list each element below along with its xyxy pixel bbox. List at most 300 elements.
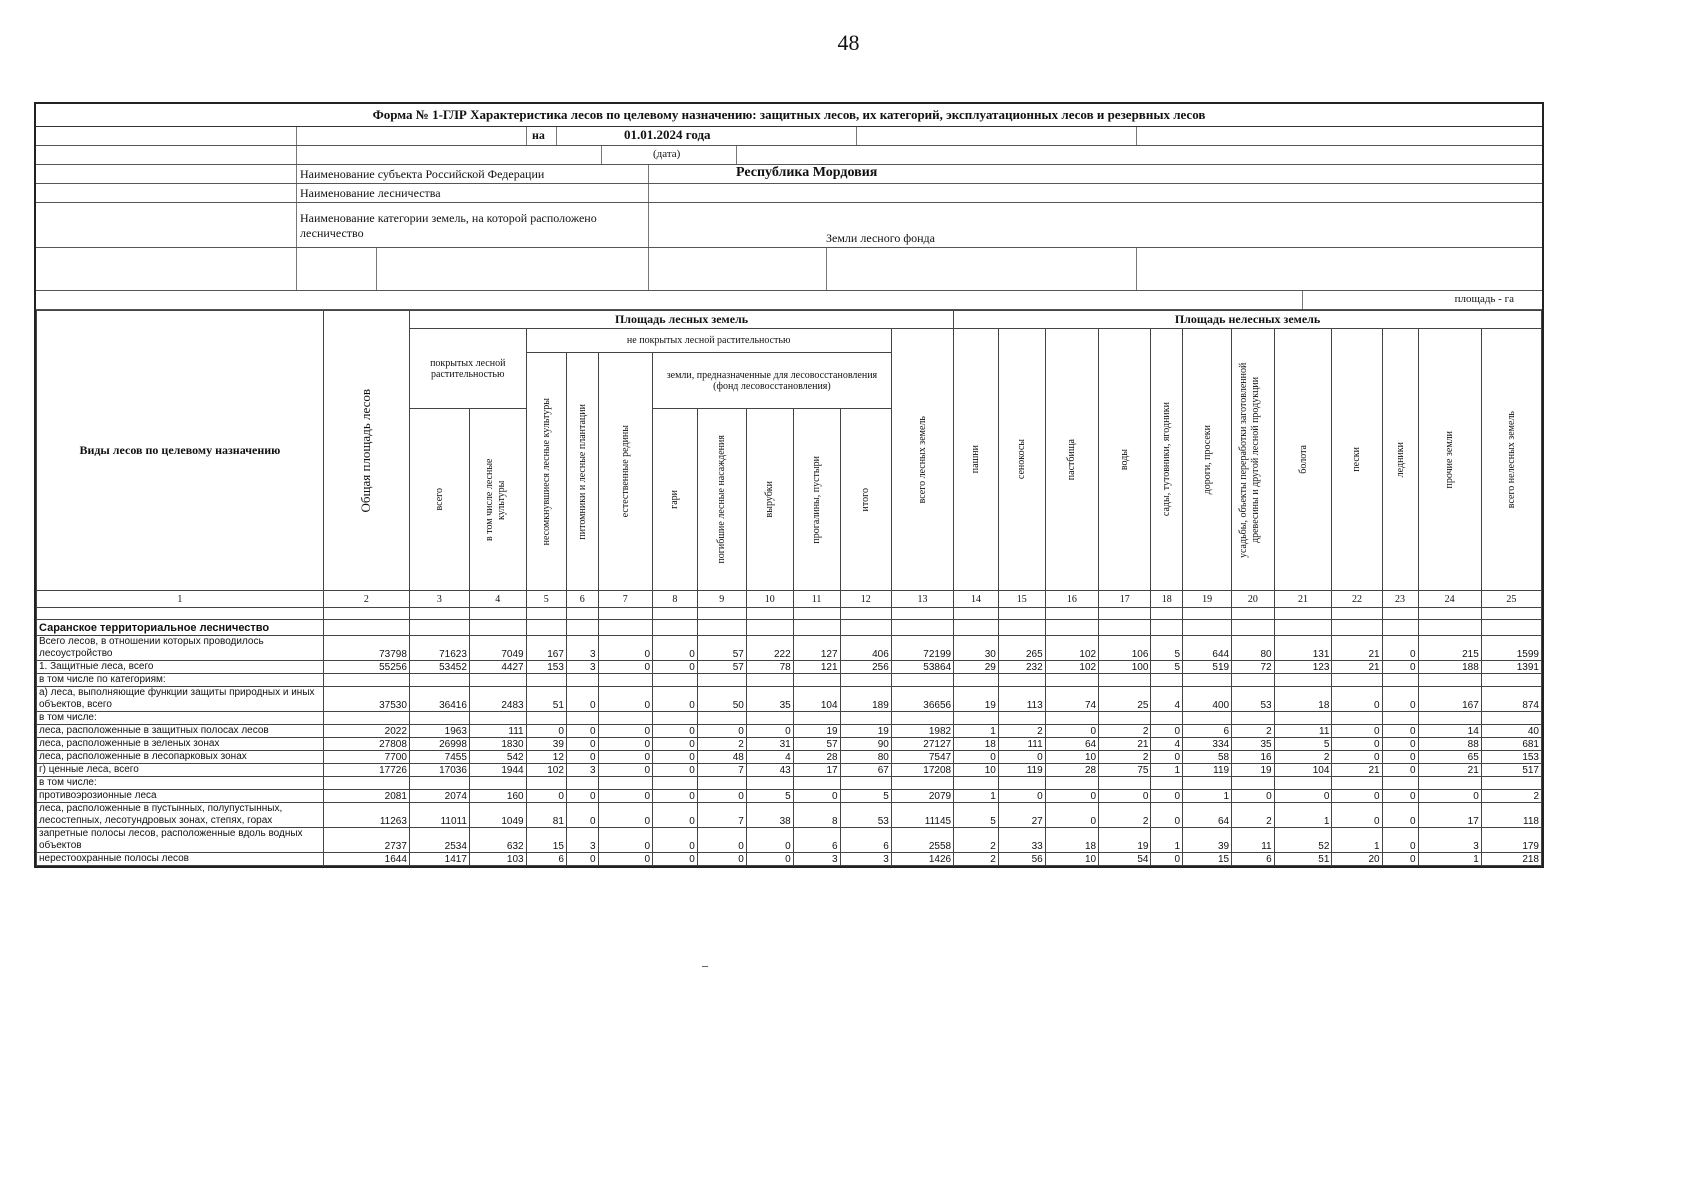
- table-cell: 51: [1274, 853, 1332, 866]
- header-c9: погибшие лесные насаждения: [697, 409, 746, 591]
- table-cell: 72199: [891, 636, 953, 661]
- table-cell: 2: [1099, 725, 1151, 738]
- header-covered: покрытых лесной растительностью: [409, 329, 526, 409]
- header-c25: всего нелесных земель: [1481, 329, 1541, 591]
- table-cell: 0: [1382, 725, 1418, 738]
- table-cell: 0: [697, 725, 746, 738]
- table-cell: 0: [653, 853, 698, 866]
- column-number: 25: [1481, 591, 1541, 608]
- table-cell: 102: [526, 764, 566, 777]
- table-cell: 0: [598, 853, 653, 866]
- header-c13: всего лесных земель: [891, 329, 953, 591]
- table-cell: 3: [566, 636, 598, 661]
- column-number: 10: [746, 591, 793, 608]
- table-cell: [891, 712, 953, 725]
- row-label: противоэрозионные леса: [37, 790, 324, 803]
- table-cell: 1963: [409, 725, 469, 738]
- table-cell: 0: [1382, 764, 1418, 777]
- table-cell: 17208: [891, 764, 953, 777]
- table-cell: 17036: [409, 764, 469, 777]
- table-cell: 25: [1099, 687, 1151, 712]
- table-cell: [469, 674, 526, 687]
- header-c17: воды: [1099, 329, 1151, 591]
- table-cell: [998, 712, 1045, 725]
- column-number: 19: [1183, 591, 1232, 608]
- table-cell: 26998: [409, 738, 469, 751]
- table-cell: 2: [1274, 751, 1332, 764]
- table-row: [37, 790, 1542, 803]
- header-c19: дороги, просеки: [1183, 329, 1232, 591]
- table-cell: 2483: [469, 687, 526, 712]
- table-cell: 102: [1045, 636, 1098, 661]
- table-cell: 1: [1151, 764, 1183, 777]
- table-cell: 19: [1232, 764, 1275, 777]
- table-cell: 11145: [891, 803, 953, 828]
- table-cell: 12: [526, 751, 566, 764]
- land-category-value: Земли лесного фонда: [826, 231, 935, 245]
- table-cell: 21: [1418, 764, 1481, 777]
- table-cell: 1: [954, 725, 999, 738]
- table-cell: 19: [793, 725, 840, 738]
- section-title: Саранское территориальное лесничество: [37, 620, 324, 636]
- table-cell: [840, 777, 891, 790]
- table-cell: [323, 777, 409, 790]
- table-cell: 39: [1183, 828, 1232, 853]
- table-cell: 64: [1045, 738, 1098, 751]
- table-cell: [1332, 674, 1382, 687]
- table-cell: [1382, 674, 1418, 687]
- table-cell: [1151, 674, 1183, 687]
- row-label: леса, расположенные в защитных полосах лесов: [37, 725, 324, 738]
- table-cell: 80: [1232, 636, 1275, 661]
- table-cell: 55256: [323, 661, 409, 674]
- table-cell: 7: [697, 803, 746, 828]
- table-cell: 218: [1481, 853, 1541, 866]
- table-cell: 153: [526, 661, 566, 674]
- header-total-area: Общая площадь лесов: [323, 311, 409, 591]
- table-cell: 519: [1183, 661, 1232, 674]
- table-cell: 406: [840, 636, 891, 661]
- header-c4: в том числе лесные культуры: [469, 409, 526, 591]
- column-number: 22: [1332, 591, 1382, 608]
- column-number: 1: [37, 591, 324, 608]
- table-cell: 0: [1382, 738, 1418, 751]
- table-cell: 0: [1332, 725, 1382, 738]
- table-cell: 0: [746, 725, 793, 738]
- table-cell: [954, 674, 999, 687]
- table-cell: [566, 674, 598, 687]
- table-cell: 20: [1332, 853, 1382, 866]
- table-cell: 11011: [409, 803, 469, 828]
- table-cell: [1183, 674, 1232, 687]
- table-cell: 0: [566, 738, 598, 751]
- table-cell: 21: [1332, 636, 1382, 661]
- table-cell: 0: [598, 738, 653, 751]
- table-cell: 36656: [891, 687, 953, 712]
- table-cell: 0: [653, 790, 698, 803]
- table-cell: 0: [746, 853, 793, 866]
- table-cell: 1391: [1481, 661, 1541, 674]
- table-cell: 111: [998, 738, 1045, 751]
- table-cell: [840, 674, 891, 687]
- header-c12: итого: [840, 409, 891, 591]
- row-label: запретные полосы лесов, расположенные вдоль водных объектов: [37, 828, 324, 853]
- header-c7: естественные редины: [598, 353, 653, 591]
- table-cell: [566, 712, 598, 725]
- date-caption: (дата): [653, 148, 681, 160]
- table-row: [37, 828, 1542, 853]
- table-cell: 40: [1481, 725, 1541, 738]
- table-cell: 57: [697, 636, 746, 661]
- table-cell: 0: [1382, 790, 1418, 803]
- table-cell: 17: [1418, 803, 1481, 828]
- table-cell: 27808: [323, 738, 409, 751]
- table-cell: [1418, 674, 1481, 687]
- header-types: Виды лесов по целевому назначению: [37, 311, 324, 591]
- table-cell: 2: [697, 738, 746, 751]
- table-cell: [1481, 674, 1541, 687]
- table-cell: 681: [1481, 738, 1541, 751]
- table-cell: 0: [793, 790, 840, 803]
- table-row: [37, 777, 1542, 790]
- form-1-glr: [34, 102, 1544, 868]
- table-cell: 0: [954, 751, 999, 764]
- column-number: 17: [1099, 591, 1151, 608]
- table-cell: 0: [1332, 687, 1382, 712]
- table-cell: 0: [566, 751, 598, 764]
- table-cell: 14: [1418, 725, 1481, 738]
- table-cell: 0: [598, 751, 653, 764]
- table-cell: 30: [954, 636, 999, 661]
- table-cell: 189: [840, 687, 891, 712]
- table-cell: [1382, 777, 1418, 790]
- table-cell: [1418, 712, 1481, 725]
- table-cell: 0: [598, 687, 653, 712]
- table-cell: 52: [1274, 828, 1332, 853]
- table-cell: 0: [653, 764, 698, 777]
- header-c6: питомники и лесные плантации: [566, 353, 598, 591]
- table-cell: 2022: [323, 725, 409, 738]
- table-cell: 6: [1183, 725, 1232, 738]
- table-cell: [409, 674, 469, 687]
- table-cell: 102: [1045, 661, 1098, 674]
- table-cell: 29: [954, 661, 999, 674]
- column-number: 9: [697, 591, 746, 608]
- table-cell: 51: [526, 687, 566, 712]
- table-cell: 106: [1099, 636, 1151, 661]
- table-cell: 0: [1382, 853, 1418, 866]
- table-cell: [323, 712, 409, 725]
- table-cell: 0: [1382, 636, 1418, 661]
- table-cell: 0: [1232, 790, 1275, 803]
- table-cell: 0: [697, 828, 746, 853]
- table-cell: [1274, 674, 1332, 687]
- table-cell: 127: [793, 636, 840, 661]
- unit-label: площадь - га: [1454, 293, 1514, 305]
- table-cell: [653, 712, 698, 725]
- table-cell: 1: [1183, 790, 1232, 803]
- table-cell: 1: [1418, 853, 1481, 866]
- table-cell: 53864: [891, 661, 953, 674]
- header-nonforest-lands: Площадь нелесных земель: [954, 311, 1542, 329]
- table-cell: 2079: [891, 790, 953, 803]
- table-cell: 0: [1332, 751, 1382, 764]
- row-label: нерестоохранные полосы лесов: [37, 853, 324, 866]
- table-cell: 10: [1045, 853, 1098, 866]
- table-cell: 57: [793, 738, 840, 751]
- table-cell: 19: [954, 687, 999, 712]
- table-cell: [323, 674, 409, 687]
- table-row: [37, 764, 1542, 777]
- table-cell: 39: [526, 738, 566, 751]
- table-cell: 5: [954, 803, 999, 828]
- table-cell: [954, 712, 999, 725]
- table-cell: 232: [998, 661, 1045, 674]
- table-cell: [697, 712, 746, 725]
- table-cell: 7547: [891, 751, 953, 764]
- column-number: 21: [1274, 591, 1332, 608]
- header-c15: сенокосы: [998, 329, 1045, 591]
- table-cell: [697, 674, 746, 687]
- table-cell: 2534: [409, 828, 469, 853]
- table-cell: [793, 712, 840, 725]
- table-cell: [1418, 777, 1481, 790]
- table-cell: 21: [1332, 764, 1382, 777]
- header-c21: болота: [1274, 329, 1332, 591]
- table-cell: 0: [1045, 803, 1098, 828]
- blank-row: [36, 248, 1542, 291]
- land-category-row: [36, 203, 1542, 248]
- table-cell: [409, 712, 469, 725]
- header-c3: всего: [409, 409, 469, 591]
- table-cell: 0: [1418, 790, 1481, 803]
- table-cell: [746, 777, 793, 790]
- table-cell: 6: [1232, 853, 1275, 866]
- table-cell: 57: [697, 661, 746, 674]
- table-cell: [653, 777, 698, 790]
- table-cell: 33: [998, 828, 1045, 853]
- column-number: 11: [793, 591, 840, 608]
- table-cell: 179: [1481, 828, 1541, 853]
- table-cell: [409, 777, 469, 790]
- unit-row: [36, 291, 1542, 310]
- table-cell: 0: [1382, 751, 1418, 764]
- table-cell: 2081: [323, 790, 409, 803]
- table-cell: 104: [1274, 764, 1332, 777]
- table-cell: 874: [1481, 687, 1541, 712]
- table-cell: [1481, 777, 1541, 790]
- table-cell: 265: [998, 636, 1045, 661]
- table-cell: 0: [598, 803, 653, 828]
- scan-mark: [702, 966, 708, 967]
- table-cell: 1: [1151, 828, 1183, 853]
- table-cell: 103: [469, 853, 526, 866]
- table-cell: 542: [469, 751, 526, 764]
- header-c24: прочие земли: [1418, 329, 1481, 591]
- table-cell: 0: [598, 828, 653, 853]
- table-cell: 0: [998, 790, 1045, 803]
- table-cell: 67: [840, 764, 891, 777]
- row-label: в том числе:: [37, 712, 324, 725]
- table-cell: 36416: [409, 687, 469, 712]
- table-cell: 75: [1099, 764, 1151, 777]
- table-row: [37, 712, 1542, 725]
- table-cell: 0: [653, 687, 698, 712]
- table-cell: 0: [566, 725, 598, 738]
- table-cell: 2: [1099, 803, 1151, 828]
- table-row: [37, 803, 1542, 828]
- table-cell: 0: [697, 853, 746, 866]
- column-number: 5: [526, 591, 566, 608]
- row-label: 1. Защитные леса, всего: [37, 661, 324, 674]
- table-cell: [1332, 712, 1382, 725]
- table-row: [37, 636, 1542, 661]
- table-cell: 27127: [891, 738, 953, 751]
- table-cell: 3: [566, 828, 598, 853]
- table-cell: [526, 777, 566, 790]
- date-row: [36, 127, 1542, 146]
- table-cell: 28: [1045, 764, 1098, 777]
- subject-value: Республика Мордовия: [736, 165, 878, 180]
- table-cell: 2737: [323, 828, 409, 853]
- row-label: г) ценные леса, всего: [37, 764, 324, 777]
- subject-row: [36, 165, 1542, 184]
- header-c8: гари: [653, 409, 698, 591]
- row-label: Всего лесов, в отношении которых проводилось лесоустройство: [37, 636, 324, 661]
- table-cell: [1045, 674, 1098, 687]
- table-cell: [1274, 712, 1332, 725]
- column-number-row: [37, 591, 1542, 608]
- table-cell: 167: [1418, 687, 1481, 712]
- table-cell: 0: [526, 725, 566, 738]
- table-cell: 2: [1232, 803, 1275, 828]
- table-cell: 3: [566, 764, 598, 777]
- table-cell: 4: [1151, 687, 1183, 712]
- header-c5: несомкнувшиеся лесные культуры: [526, 353, 566, 591]
- table-cell: 0: [1151, 751, 1183, 764]
- table-cell: 19: [1099, 828, 1151, 853]
- column-number: 18: [1151, 591, 1183, 608]
- table-cell: 7700: [323, 751, 409, 764]
- page-number: 48: [837, 30, 860, 55]
- column-number: 2: [323, 591, 409, 608]
- table-cell: 21: [1099, 738, 1151, 751]
- table-cell: 2074: [409, 790, 469, 803]
- header-c14: пашни: [954, 329, 999, 591]
- table-cell: 5: [840, 790, 891, 803]
- table-cell: 6: [840, 828, 891, 853]
- table-cell: 48: [697, 751, 746, 764]
- table-cell: 123: [1274, 661, 1332, 674]
- table-cell: 0: [1274, 790, 1332, 803]
- row-label: в том числе по категориям:: [37, 674, 324, 687]
- table-cell: [1151, 777, 1183, 790]
- table-cell: [998, 777, 1045, 790]
- header-c16: пастбища: [1045, 329, 1098, 591]
- table-cell: 131: [1274, 636, 1332, 661]
- table-cell: 18: [1045, 828, 1098, 853]
- table-cell: [1232, 674, 1275, 687]
- row-label: а) леса, выполняющие функции защиты природных и иных объектов, всего: [37, 687, 324, 712]
- table-cell: 0: [998, 751, 1045, 764]
- table-cell: 0: [566, 790, 598, 803]
- table-cell: 18: [1274, 687, 1332, 712]
- table-cell: 215: [1418, 636, 1481, 661]
- table-cell: 28: [793, 751, 840, 764]
- table-cell: 5: [1274, 738, 1332, 751]
- table-cell: 78: [746, 661, 793, 674]
- table-cell: [1332, 777, 1382, 790]
- date-prefix: на: [532, 128, 545, 142]
- table-cell: 3: [793, 853, 840, 866]
- table-cell: 4: [746, 751, 793, 764]
- row-label: леса, расположенные в пустынных, полупустынных, лесостепных, лесотундровых зонах, степях, горах: [37, 803, 324, 828]
- table-cell: 111: [469, 725, 526, 738]
- table-cell: 64: [1183, 803, 1232, 828]
- table-cell: 10: [1045, 751, 1098, 764]
- table-cell: 2558: [891, 828, 953, 853]
- table-cell: 1: [1332, 828, 1382, 853]
- column-number: 6: [566, 591, 598, 608]
- table-cell: 21: [1332, 661, 1382, 674]
- table-cell: 56: [998, 853, 1045, 866]
- table-cell: 3: [1418, 828, 1481, 853]
- table-cell: 2: [1099, 751, 1151, 764]
- column-number: 14: [954, 591, 999, 608]
- table-cell: 0: [653, 725, 698, 738]
- table-cell: 0: [1045, 790, 1098, 803]
- table-cell: 7: [697, 764, 746, 777]
- table-cell: [891, 777, 953, 790]
- header-c11: прогалины, пустыри: [793, 409, 840, 591]
- table-cell: 0: [697, 790, 746, 803]
- table-cell: 80: [840, 751, 891, 764]
- table-cell: [526, 712, 566, 725]
- table-cell: 1: [1274, 803, 1332, 828]
- table-row: [37, 687, 1542, 712]
- table-cell: 2: [1481, 790, 1541, 803]
- table-cell: 38: [746, 803, 793, 828]
- table-cell: 0: [598, 661, 653, 674]
- table-cell: 15: [526, 828, 566, 853]
- table-cell: 73798: [323, 636, 409, 661]
- table-cell: 7455: [409, 751, 469, 764]
- spacer-row: [37, 608, 1542, 620]
- table-cell: 35: [1232, 738, 1275, 751]
- table-cell: [793, 777, 840, 790]
- table-cell: [746, 674, 793, 687]
- table-cell: 17: [793, 764, 840, 777]
- header-c10: вырубки: [746, 409, 793, 591]
- table-cell: 0: [653, 751, 698, 764]
- table-cell: [526, 674, 566, 687]
- table-cell: [1274, 777, 1332, 790]
- land-category-label: Наименование категории земель, на которой расположено лесничество: [300, 211, 597, 240]
- table-cell: 118: [1481, 803, 1541, 828]
- table-cell: 16: [1232, 751, 1275, 764]
- forestry-label: Наименование лесничества: [300, 186, 441, 200]
- column-number: 16: [1045, 591, 1098, 608]
- table-cell: 0: [1151, 790, 1183, 803]
- table-cell: 517: [1481, 764, 1541, 777]
- table-cell: 5: [746, 790, 793, 803]
- table-cell: 0: [653, 803, 698, 828]
- table-cell: 632: [469, 828, 526, 853]
- table-cell: [998, 674, 1045, 687]
- table-cell: 81: [526, 803, 566, 828]
- table-cell: 0: [1332, 803, 1382, 828]
- table-cell: 3: [840, 853, 891, 866]
